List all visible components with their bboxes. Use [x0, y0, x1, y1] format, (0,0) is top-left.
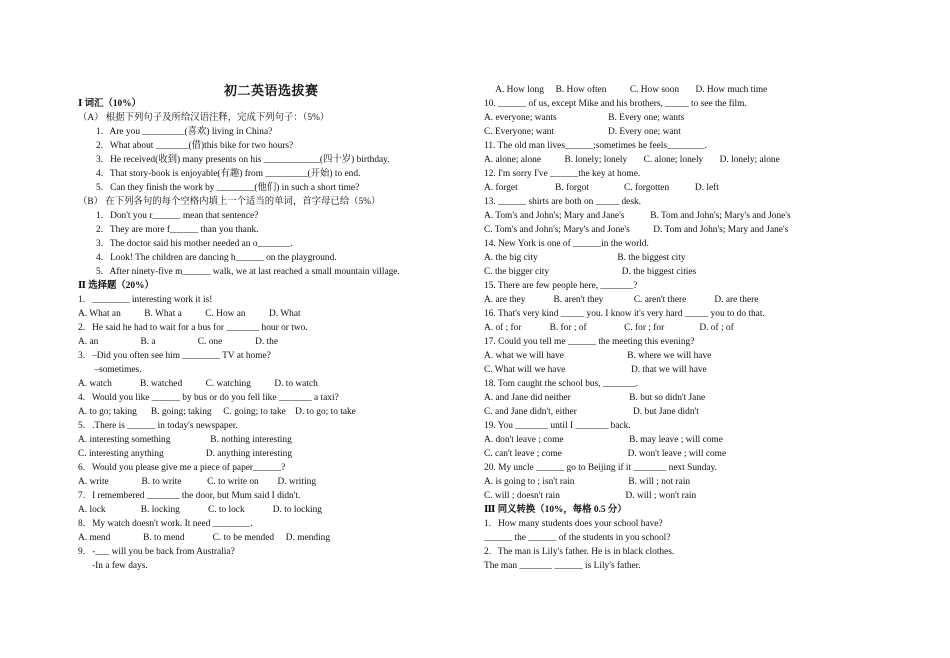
text-line: C. the bigger city D. the biggest cities — [484, 267, 697, 277]
text-line: A. the big city B. the biggest city — [484, 253, 686, 263]
text-line: A. watch B. watched C. watching D. to watch — [78, 379, 318, 389]
text-line: 2. What about _______(借)this bike for two hours? — [96, 141, 294, 151]
text-line: C. Everyone; want D. Every one; want — [484, 127, 681, 137]
text-line: A. don't leave ; come B. may leave ; will come — [484, 435, 723, 445]
text-line: 2. The man is Lily's father. He is in black clothes. — [484, 547, 675, 557]
text-line: A. How long B. How often C. How soon D. How much time — [484, 85, 768, 95]
text-line: 12. I'm sorry I've ______the key at home. — [484, 169, 641, 179]
section-heading: Ⅰ 词汇（10%） — [78, 99, 141, 109]
text-line: 5. .There is ______ in today's newspaper. — [78, 421, 238, 431]
section-heading: Ⅱ 选择题（20%） — [78, 281, 154, 291]
text-line: A. what we will have B. where we will have — [484, 351, 712, 361]
text-line: 5. Can they finish the work by ________(他们) in such a short time? — [96, 183, 360, 193]
text-line: The man _______ ______ is Lily's father. — [484, 561, 641, 571]
text-line: A. lock B. locking C. to lock D. to locking — [78, 505, 322, 515]
text-line: 4. That story-book is enjoyable(有趣) from _________(开始) to end. — [96, 169, 361, 179]
text-line: 3. He received(收到) many presents on his ____________(四十岁) birthday. — [96, 155, 390, 165]
text-line: C. Tom's and John's; Mary's and Jone's D. Tom and John's; Mary and Jane's — [484, 225, 789, 235]
text-line: 20. My uncle ______ go to Beijing if it _______ next Sunday. — [484, 463, 717, 473]
text-line: 14. New York is one of ______in the world. — [484, 239, 649, 249]
text-line: -In a few days. — [78, 561, 148, 571]
text-line: C. can't leave ; come D. won't leave ; will come — [484, 449, 727, 459]
text-line: A. alone; alone B. lonely; lonely C. alone; lonely D. lonely; alone — [484, 155, 780, 165]
text-line: A. forget B. forgot C. forgotten D. left — [484, 183, 719, 193]
text-line: 4. Would you like ______ by bus or do you fell like _______ a taxi? — [78, 393, 339, 403]
text-line: ______ the ______ of the students in you school? — [484, 533, 671, 543]
text-line: 17. Could you tell me ______ the meeting this evening? — [484, 337, 695, 347]
text-line: 1. Don't you r______ mean that sentence? — [96, 211, 259, 221]
text-line: （B） 在下列各句的每个空格内填上一个适当的单词，首字母已给（5%） — [78, 197, 381, 207]
text-line: 3. –Did you often see him ________ TV at home? — [78, 351, 271, 361]
text-line: C. What will we have D. that we will have — [484, 365, 707, 375]
text-line: 15. There are few people here, _______? — [484, 281, 638, 291]
page-title: 初二英语选拔赛 — [224, 83, 319, 98]
text-line: 5. After ninety-five m______ walk, we at last reached a small mountain village. — [96, 267, 400, 277]
text-line: –sometimes. — [78, 365, 142, 375]
text-line: 1. How many students does your school have? — [484, 519, 663, 529]
text-line: A. to go; taking B. going; taking C. going; to take D. to go; to take — [78, 407, 356, 417]
text-line: A. and Jane did neither B. but so didn't Jane — [484, 393, 706, 403]
text-line: A. everyone; wants B. Every one; wants — [484, 113, 685, 123]
text-line: 16. That's very kind _____ you. I know it's very hard _____ you to do that. — [484, 309, 765, 319]
text-line: 11. The old man lives______;sometimes he feels________. — [484, 141, 707, 151]
text-line: 8. My watch doesn't work. It need ________. — [78, 519, 253, 529]
text-line: A. mend B. to mend C. to be mended D. mending — [78, 533, 331, 543]
text-line: A. interesting something B. nothing interesting — [78, 435, 292, 445]
text-line: 10. ______ of us, except Mike and his brothers, _____ to see the film. — [484, 99, 747, 109]
text-line: A. Tom's and John's; Mary and Jane's B. Tom and John's; Mary's and Jone's — [484, 211, 791, 221]
text-line: A. What an B. What a C. How an D. What — [78, 309, 301, 319]
text-line: 19. You _______ until I _______ back. — [484, 421, 631, 431]
text-line: 13. ______ shirts are both on _____ desk. — [484, 197, 642, 207]
section-heading: Ⅲ 同义转换（10%，每格 0.5 分） — [484, 505, 627, 515]
text-line: A. of ; for B. for ; of C. for ; for D. of ; of — [484, 323, 734, 333]
text-line: A. an B. a C. one D. the — [78, 337, 278, 347]
text-line: 3. The doctor said his mother needed an o_______. — [96, 239, 293, 249]
text-line: C. interesting anything D. anything interesting — [78, 449, 293, 459]
text-line: 1. Are you _________(喜欢) living in China? — [96, 127, 273, 137]
text-line: C. will ; doesn't rain D. will ; won't rain — [484, 491, 697, 501]
text-line: 1. ________ interesting work it is! — [78, 295, 213, 305]
text-line: A. is going to ; isn't rain B. will ; not rain — [484, 477, 691, 487]
text-line: A. are they B. aren't they C. aren't there D. are there — [484, 295, 759, 305]
text-line: A. write B. to write C. to write on D. writing — [78, 477, 317, 487]
text-line: （A） 根据下列句子及所给汉语注释，完成下列句子：（5%） — [78, 113, 330, 123]
text-line: 6. Would you please give me a piece of paper______? — [78, 463, 286, 473]
text-line: 7. I remembered _______ the door, but Mum said I didn't. — [78, 491, 301, 501]
text-line: 18. Tom caught the school bus, _______. — [484, 379, 639, 389]
text-line: 4. Look! The children are dancing h______ on the playground. — [96, 253, 337, 263]
text-line: 9. -___ will you be back from Australia? — [78, 547, 235, 557]
text-line: C. and Jane didn't, either D. but Jane didn't — [484, 407, 699, 417]
text-line: 2. They are more f______ than you thank. — [96, 225, 259, 235]
text-line: 2. He said he had to wait for a bus for _______ hour or two. — [78, 323, 308, 333]
